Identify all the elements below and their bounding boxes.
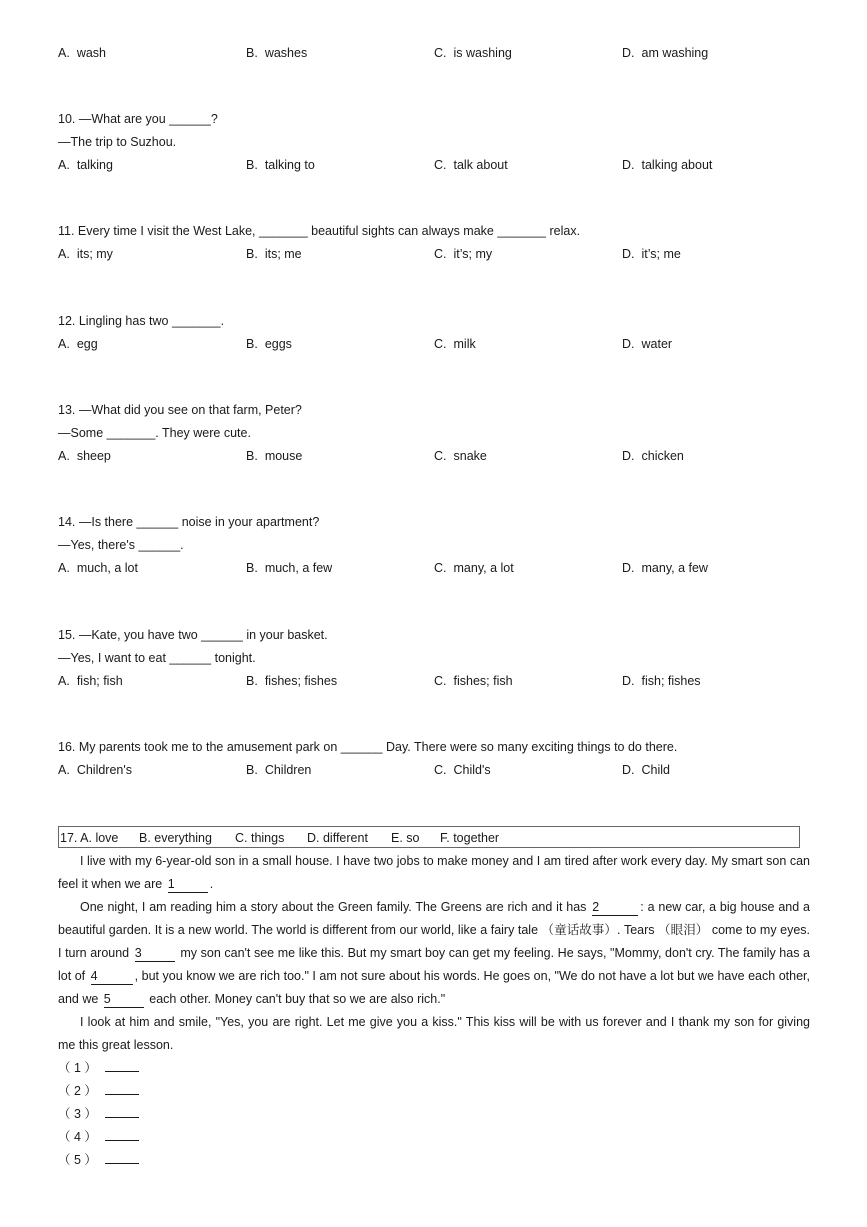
q17-paragraph-2: One night, I am reading him a story about the Green family. The Greens are rich and it has 2 : a new car, a big house and a beautiful garden. It is a new world. The world is different from our world, like a fairy tale （童话故事）. Tears （眼泪） come to my eyes. I turn around 3 my son can't see me like this. But my smart boy can get my feeling. He says, "Mommy, don't cry. The family has a lot of 4 , but you know we are rich too." I am not sure about his words. He goes on, "We do not have a lot but we have each other, and we 5 each other. Money can't buy that so we are also rich." bbox=[58, 900, 811, 1006]
q11-option-c[interactable]: C. it’s; my bbox=[434, 247, 493, 261]
q10-option-a[interactable]: A. talking bbox=[58, 158, 113, 172]
q13-option-c[interactable]: C. snake bbox=[434, 449, 487, 463]
q14-option-a[interactable]: A. much, a lot bbox=[58, 561, 138, 575]
q15-option-c[interactable]: C. fishes; fish bbox=[434, 674, 513, 688]
q16-option-c[interactable]: C. Child's bbox=[434, 763, 491, 777]
answer-row-4: （ 4 ） bbox=[58, 1128, 139, 1146]
q11-option-a[interactable]: A. its; my bbox=[58, 247, 113, 261]
q9-option-c[interactable]: C. is washing bbox=[434, 46, 512, 60]
q17-word-b: B. everything bbox=[139, 831, 212, 845]
q15-option-a[interactable]: A. fish; fish bbox=[58, 674, 123, 688]
q13-option-b[interactable]: B. mouse bbox=[246, 449, 303, 463]
q17-paragraph-1: I live with my 6-year-old son in a small house. I have two jobs to make money and I am tired after work every day. My smart son can feel it when we are 1 . bbox=[58, 854, 810, 891]
q9-option-a[interactable]: A. wash bbox=[58, 46, 106, 60]
q14-option-c[interactable]: C. many, a lot bbox=[434, 561, 514, 575]
q15-stem: 15. —Kate, you have two ______ in your basket. bbox=[58, 628, 328, 642]
answer-input-5[interactable] bbox=[105, 1151, 139, 1164]
passage-blank-2: 2 bbox=[592, 899, 638, 916]
q14-options bbox=[58, 559, 818, 577]
q13-reply: —Some _______. They were cute. bbox=[58, 426, 251, 440]
q12-stem: 12. Lingling has two _______. bbox=[58, 314, 225, 328]
passage-blank-3: 3 bbox=[135, 945, 175, 962]
q13-option-a[interactable]: A. sheep bbox=[58, 449, 111, 463]
q11-option-b[interactable]: B. its; me bbox=[246, 247, 302, 261]
q13-stem: 13. —What did you see on that farm, Peter? bbox=[58, 403, 302, 417]
answer-row-1: （ 1 ） bbox=[58, 1059, 139, 1077]
q10-reply: —The trip to Suzhou. bbox=[58, 135, 177, 149]
answer-input-4[interactable] bbox=[105, 1128, 139, 1141]
q16-stem: 16. My parents took me to the amusement park on ______ Day. There were so many exciting things to do there. bbox=[58, 740, 678, 754]
q17-paragraph-3: I look at him and smile, "Yes, you are right. Let me give you a kiss." This kiss will be with us forever and I thank my son for giving me this great lesson. bbox=[58, 1015, 810, 1052]
q10-option-b[interactable]: B. talking to bbox=[246, 158, 315, 172]
q15-option-b[interactable]: B. fishes; fishes bbox=[246, 674, 338, 688]
q11-option-d[interactable]: D. it’s; me bbox=[622, 247, 681, 261]
passage-blank-5: 5 bbox=[104, 991, 144, 1008]
q11-options bbox=[58, 245, 818, 263]
q17-word-e: E. so bbox=[391, 831, 420, 845]
q10-option-d[interactable]: D. talking about bbox=[622, 158, 713, 172]
q15-reply: —Yes, I want to eat ______ tonight. bbox=[58, 651, 256, 665]
q16-option-b[interactable]: B. Children bbox=[246, 763, 312, 777]
q14-option-b[interactable]: B. much, a few bbox=[246, 561, 333, 575]
q17-word-bank bbox=[58, 826, 800, 848]
q10-options bbox=[58, 156, 818, 174]
q17-word-f: F. together bbox=[440, 831, 500, 845]
q16-option-a[interactable]: A. Children's bbox=[58, 763, 133, 777]
q10-stem: 10. —What are you ______? bbox=[58, 112, 218, 126]
answer-row-2: （ 2 ） bbox=[58, 1082, 139, 1100]
passage-blank-1: 1 bbox=[168, 876, 208, 893]
q17-word-d: D. different bbox=[307, 831, 368, 845]
q13-option-d[interactable]: D. chicken bbox=[622, 449, 684, 463]
q9-options bbox=[58, 44, 818, 62]
q12-options bbox=[58, 335, 818, 353]
answer-row-3: （ 3 ） bbox=[58, 1105, 139, 1123]
q11-stem: 11. Every time I visit the West Lake, _______ beautiful sights can always make _______ relax. bbox=[58, 224, 581, 238]
q14-option-d[interactable]: D. many, a few bbox=[622, 561, 708, 575]
answer-row-5: （ 5 ） bbox=[58, 1151, 139, 1169]
answer-input-3[interactable] bbox=[105, 1105, 139, 1118]
q15-option-d[interactable]: D. fish; fishes bbox=[622, 674, 701, 688]
passage-blank-4: 4 bbox=[91, 968, 133, 985]
q17-word-c: C. things bbox=[235, 831, 285, 845]
q12-option-b[interactable]: B. eggs bbox=[246, 337, 292, 351]
answer-input-1[interactable] bbox=[105, 1059, 139, 1072]
q12-option-c[interactable]: C. milk bbox=[434, 337, 476, 351]
q12-option-d[interactable]: D. water bbox=[622, 337, 673, 351]
q16-options bbox=[58, 761, 818, 779]
q10-option-c[interactable]: C. talk about bbox=[434, 158, 508, 172]
q15-options bbox=[58, 672, 818, 690]
q14-reply: —Yes, there's ______. bbox=[58, 538, 184, 552]
q12-option-a[interactable]: A. egg bbox=[58, 337, 98, 351]
q14-stem: 14. —Is there ______ noise in your apartment? bbox=[58, 515, 320, 529]
q17-word-a: 17. A. love bbox=[60, 831, 119, 845]
q13-options bbox=[58, 447, 818, 465]
q9-option-d[interactable]: D. am washing bbox=[622, 46, 709, 60]
q9-option-b[interactable]: B. washes bbox=[246, 46, 308, 60]
answer-input-2[interactable] bbox=[105, 1082, 139, 1095]
q16-option-d[interactable]: D. Child bbox=[622, 763, 670, 777]
